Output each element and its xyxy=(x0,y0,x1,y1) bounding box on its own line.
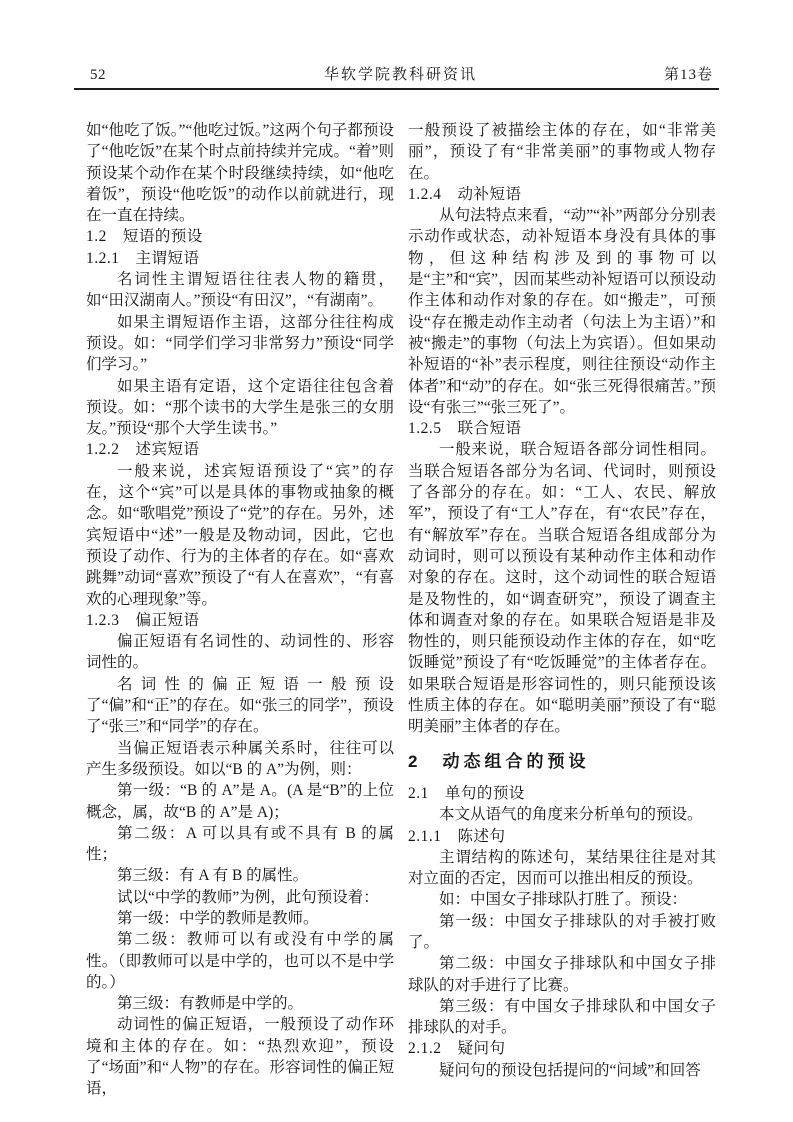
paragraph: 本文从语气的角度来分析单句的预设。 xyxy=(439,806,703,824)
paragraph: 第二级：教师可以有或没有中学的属性。（即教师可以是中学的，也可以不是中学的。） xyxy=(86,931,394,991)
section-heading: 1.2 短语的预设 xyxy=(86,228,203,246)
paragraph: 疑问句的预设包括提问的“问域”和回答 xyxy=(439,1061,701,1079)
paragraph: 一般来说，述宾短语预设了“宾”的存在，这个“宾”可以是具体的事物或抽象的概念。如“歌唱党”预设了“党”的存在。另外，述宾短语中“述”一般是及物动词，因此，它也预设了动作、行为的主体者的存在。如“喜欢跳舞”动词“喜欢”预设了“有人在喜欢”，“有喜欢的心理现象”等。 xyxy=(86,462,394,608)
paragraph: 第三级：有教师是中学的。 xyxy=(117,995,304,1013)
paragraph: 第一级：中学的教师是教师。 xyxy=(117,909,319,927)
paragraph: 如果主语有定语，这个定语往往包含着预设。如：“那个读书的大学生是张三的女朋友。”预设“那个大学生读书。” xyxy=(86,377,394,438)
section-heading: 2 动态组合的预设 xyxy=(408,751,590,771)
journal-title: 华软学院教科研资讯 xyxy=(323,67,478,83)
section-heading: 1.2.4 动补短语 xyxy=(408,185,522,203)
paragraph: 如：中国女子排球队打胜了。预设： xyxy=(439,891,688,909)
paragraph: 第三级：有 A 有 B 的属性。 xyxy=(117,867,309,885)
paragraph: 如果主谓短语作主语，这部分往往构成预设。如：“同学们学习非常努力”预设“同学们学习。” xyxy=(86,313,394,374)
section-heading: 2.1 单句的预设 xyxy=(408,784,525,802)
paragraph: 从句法特点来看，“动”“补”两部分分别表示动作或状态，动补短语本身没有具体的事物，但这种结构涉及到的事物可以是“主”和“宾”，因而某些动补短语可以预设动作主体和动作对象的存在。如“搬走”，可预设“存在搬走动作主动者（句法上为主语）”和被“搬走”的事物（句法上为宾语）。但如果动补短语的“补”表示程度，则往往预设“动作主体者”和“动”的存在。如“张三死得很痛苦。”预设“有张三”“张三死了”。 xyxy=(408,207,716,416)
section-heading: 1.2.5 联合短语 xyxy=(408,420,522,438)
paragraph: 一般预设了被描绘主体的存在，如“非常美丽”，预设了有“非常美丽”的事物或人物存在。 xyxy=(408,122,716,182)
volume-label: 第13卷 xyxy=(663,67,713,83)
paragraph: 偏正短语有名词性的、动词性的、形容词性的。 xyxy=(86,633,394,672)
paragraph: 如“他吃了饭。”“他吃过饭。”这两个句子都预设了“他吃饭”在某个时点前持续并完成。“着”则预设某个动作在某个时段继续持续，如“他吃着饭”，预设“他吃饭”的动作以前就进行，现在一直在持续。 xyxy=(86,122,394,225)
left-column xyxy=(86,120,394,1100)
paragraph: 第二级：A 可以具有或不具有 B 的属性； xyxy=(86,824,394,864)
paragraph: 第一级：“B 的 A”是 A。(A 是“B”的上位概念，属，故“B 的 A”是 A)； xyxy=(86,782,394,821)
section-heading: 2.1.1 陈述句 xyxy=(408,827,506,845)
paragraph: 名词性主谓短语往往表人物的籍贯，如“田汉湖南人。”预设“有田汉”，“有湖南”。 xyxy=(86,271,394,310)
paragraph: 第一级：中国女子排球队的对手被打败了。 xyxy=(408,912,716,951)
section-heading: 2.1.2 疑问句 xyxy=(408,1040,506,1058)
paragraph: 当偏正短语表示种属关系时，往往可以产生多级预设。如以“B 的 A”为例，则： xyxy=(86,739,394,778)
paragraph: 第三级：有中国女子排球队和中国女子排球队的对手。 xyxy=(408,997,716,1037)
running-header xyxy=(86,62,715,86)
paragraph: 名词性的偏正短语一般预设了“偏”和“正”的存在。如“张三的同学”，预设了“张三”和“同学”的存在。 xyxy=(86,675,394,736)
paragraph: 一般来说，联合短语各部分词性相同。当联合短语各部分为名词、代词时，则预设了各部分的存在。如：“工人、农民、解放军”，预设了有“工人”存在，有“农民”存在，有“解放军”存在。当联合短语各组成部分为动词时，则可以预设有某种动作主体和动作对象的存在。这时，这个动词性的联合短语是及物性的，如“调查研究”，预设了调查主体和调查对象的存在。如果联合短语是非及物性的，则只能预设动作主体的存在，如“吃饭睡觉”预设了有“吃饭睡觉”的主体者存在。如果联合短语是形容词性的，则只能预设该性质主体的存在。如“聪明美丽”预设了有“聪明美丽”主体者的存在。 xyxy=(408,441,716,736)
page-number: 52 xyxy=(90,67,106,83)
section-heading: 1.2.2 述宾短语 xyxy=(86,441,200,459)
section-heading: 1.2.1 主谓短语 xyxy=(86,249,200,267)
section-heading: 1.2.3 偏正短语 xyxy=(86,611,200,629)
two-column-body xyxy=(86,120,715,1100)
paragraph: 试以“中学的教师”为例，此句预设着： xyxy=(117,888,379,906)
header-rule xyxy=(74,88,719,90)
paragraph: 第二级：中国女子排球队和中国女子排球队的对手进行了比赛。 xyxy=(408,955,716,994)
right-column xyxy=(408,120,716,1081)
paragraph: 主谓结构的陈述句，某结果往往是对其对立面的否定，因而可以推出相反的预设。 xyxy=(408,848,716,888)
paragraph: 动词性的偏正短语，一般预设了动作环境和主体的存在。如：“热烈欢迎”，预设了“场面”和“人物”的存在。形容词性的偏正短语， xyxy=(86,1016,394,1098)
